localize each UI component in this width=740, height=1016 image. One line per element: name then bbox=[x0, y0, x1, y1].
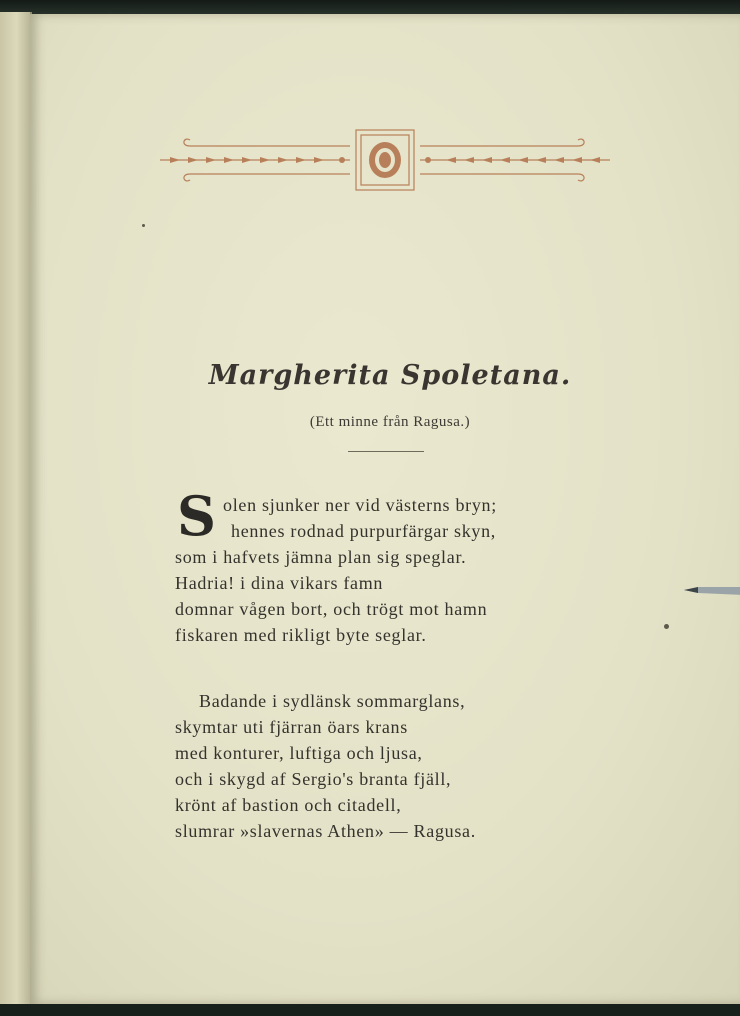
poem-subtitle: (Ett minne från Ragusa.) bbox=[309, 414, 471, 430]
stanza-1 bbox=[175, 492, 575, 648]
paper-speck bbox=[664, 624, 669, 629]
poem-title: Margherita Spoletana. bbox=[208, 360, 572, 391]
verse-line: med konturer, luftiga och ljusa, bbox=[175, 743, 423, 763]
verse-line: fiskaren med rikligt byte seglar. bbox=[175, 625, 427, 645]
verse-line: domnar vågen bort, och trögt mot hamn bbox=[175, 599, 488, 619]
verse-line: hennes rodnad purpurfärgar skyn, bbox=[231, 521, 496, 541]
verse-line: slumrar »slavernas Athen» — Ragusa. bbox=[175, 821, 476, 841]
headpiece-ornament bbox=[150, 124, 620, 196]
verse-line: och i skygd af Sergio's branta fjäll, bbox=[175, 769, 452, 789]
title-divider bbox=[348, 451, 424, 452]
verse-line: olen sjunker ner vid västerns bryn; bbox=[223, 495, 497, 515]
paper-speck bbox=[142, 224, 145, 227]
pen-tip-icon bbox=[684, 584, 740, 596]
verse-line: som i hafvets jämna plan sig speglar. bbox=[175, 547, 467, 567]
book-bottom-edge bbox=[0, 1004, 740, 1016]
verse-line: Hadria! i dina vikars famn bbox=[175, 573, 384, 593]
previous-page-edge bbox=[0, 12, 32, 1004]
stanza-2 bbox=[175, 688, 575, 844]
verse-line: krönt af bastion och citadell, bbox=[175, 795, 402, 815]
verse-line: skymtar uti fjärran öars krans bbox=[175, 717, 408, 737]
verse-line: Badande i sydlänsk sommarglans, bbox=[199, 691, 466, 711]
drop-cap-letter: S bbox=[177, 484, 216, 548]
